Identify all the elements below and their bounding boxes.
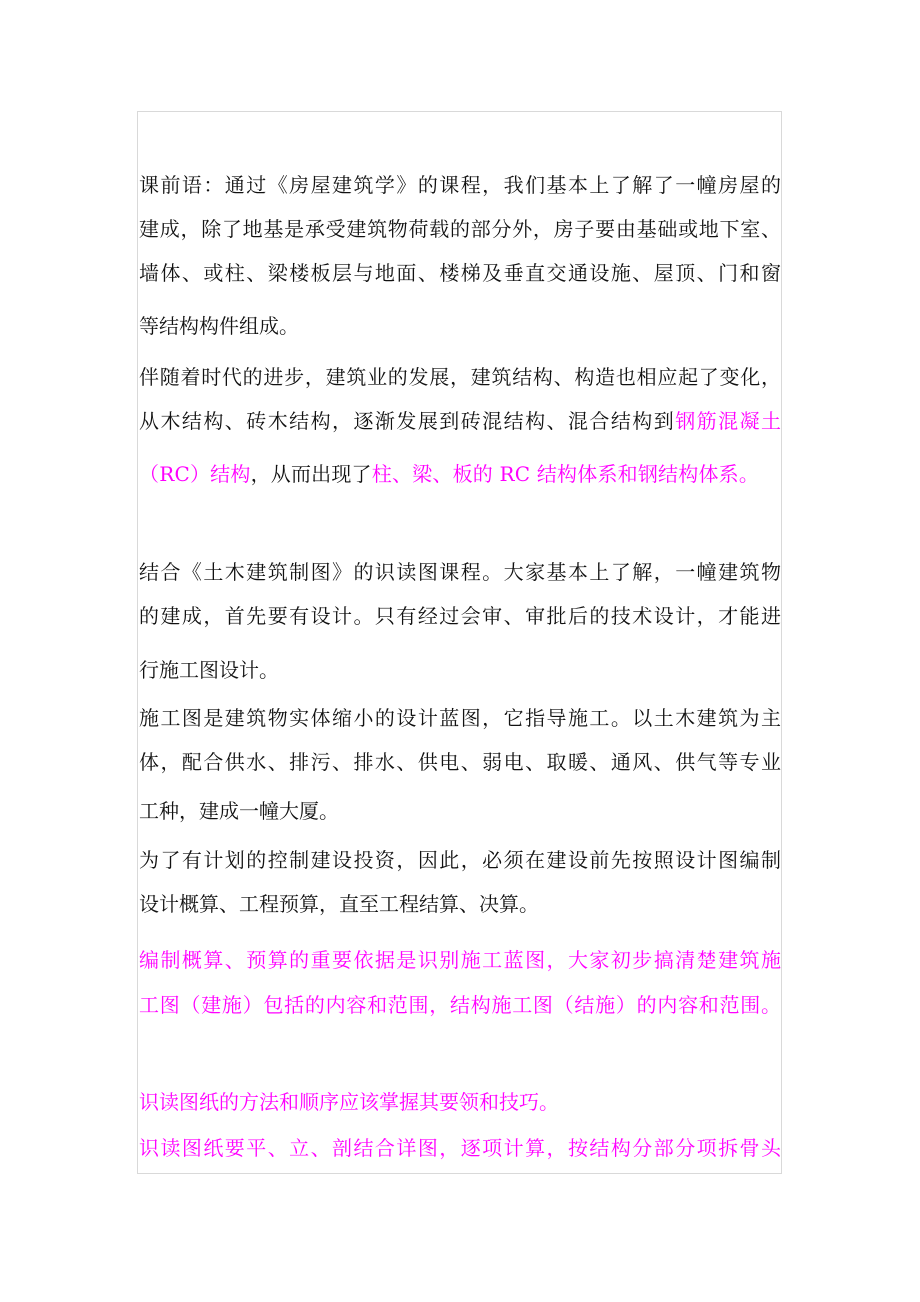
paragraph-4-line-1: 施工图是建筑物实体缩小的设计蓝图，它指导施工。以土木建筑为主 <box>139 706 781 730</box>
text-segment: 从木结构、砖木结构，逐渐发展到砖混结构、混合结构到 <box>139 409 676 433</box>
paragraph-3-line-3: 行施工图设计。 <box>139 658 279 682</box>
highlighted-term-rc: 钢筋混凝土 <box>675 409 782 433</box>
highlighted-term-rc-structure: （RC）结构 <box>139 462 251 486</box>
paragraph-6-line-2: 工图（建施）包括的内容和范围，结构施工图（结施）的内容和范围。 <box>139 993 781 1017</box>
paragraph-4-line-2: 体，配合供水、排污、排水、供电、弱电、取暖、通风、供气等专业 <box>139 750 781 774</box>
text-segment: ，从而出现了 <box>250 462 372 486</box>
paragraph-1-line-3: 墙体、或柱、梁楼板层与地面、楼梯及垂直交通设施、屋顶、门和窗 <box>139 261 781 285</box>
paragraph-2-line-3 <box>139 459 781 489</box>
paragraph-5-line-2: 设计概算、工程预算，直至工程结算、决算。 <box>139 892 539 916</box>
paragraph-3-line-2: 的建成，首先要有设计。只有经过会审、审批后的技术设计，才能进 <box>139 604 781 628</box>
paragraph-8-line-1: 识读图纸要平、立、剖结合详图，逐项计算，按结构分部分项拆骨头 <box>139 1136 781 1160</box>
highlighted-structure-systems: 柱、梁、板的 RC 结构体系和钢结构体系。 <box>371 462 760 486</box>
paragraph-1-line-1: 课前语：通过《房屋建筑学》的课程，我们基本上了解了一幢房屋的 <box>139 173 781 197</box>
paragraph-5-line-1: 为了有计划的控制建设投资，因此，必须在建设前先按照设计图编制 <box>139 848 781 872</box>
paragraph-4-line-3: 工种，建成一幢大厦。 <box>139 799 339 823</box>
paragraph-6-line-1: 编制概算、预算的重要依据是识别施工蓝图，大家初步搞清楚建筑施 <box>139 948 781 972</box>
paragraph-7-line-1: 识读图纸的方法和顺序应该掌握其要领和技巧。 <box>139 1090 559 1114</box>
paragraph-1-line-2: 建成，除了地基是承受建筑物荷载的部分外，房子要由基础或地下室、 <box>139 217 781 241</box>
paragraph-2-line-1 <box>139 362 781 392</box>
paragraph-3-line-1: 结合《土木建筑制图》的识读图课程。大家基本上了解，一幢建筑物 <box>139 560 781 584</box>
text-segment: 伴随着时代的进步，建筑业的发展，建筑结构、构造也相应起了变化， <box>139 365 781 389</box>
paragraph-1-line-4: 等结构构件组成。 <box>139 314 299 338</box>
paragraph-2-line-2 <box>139 406 781 436</box>
